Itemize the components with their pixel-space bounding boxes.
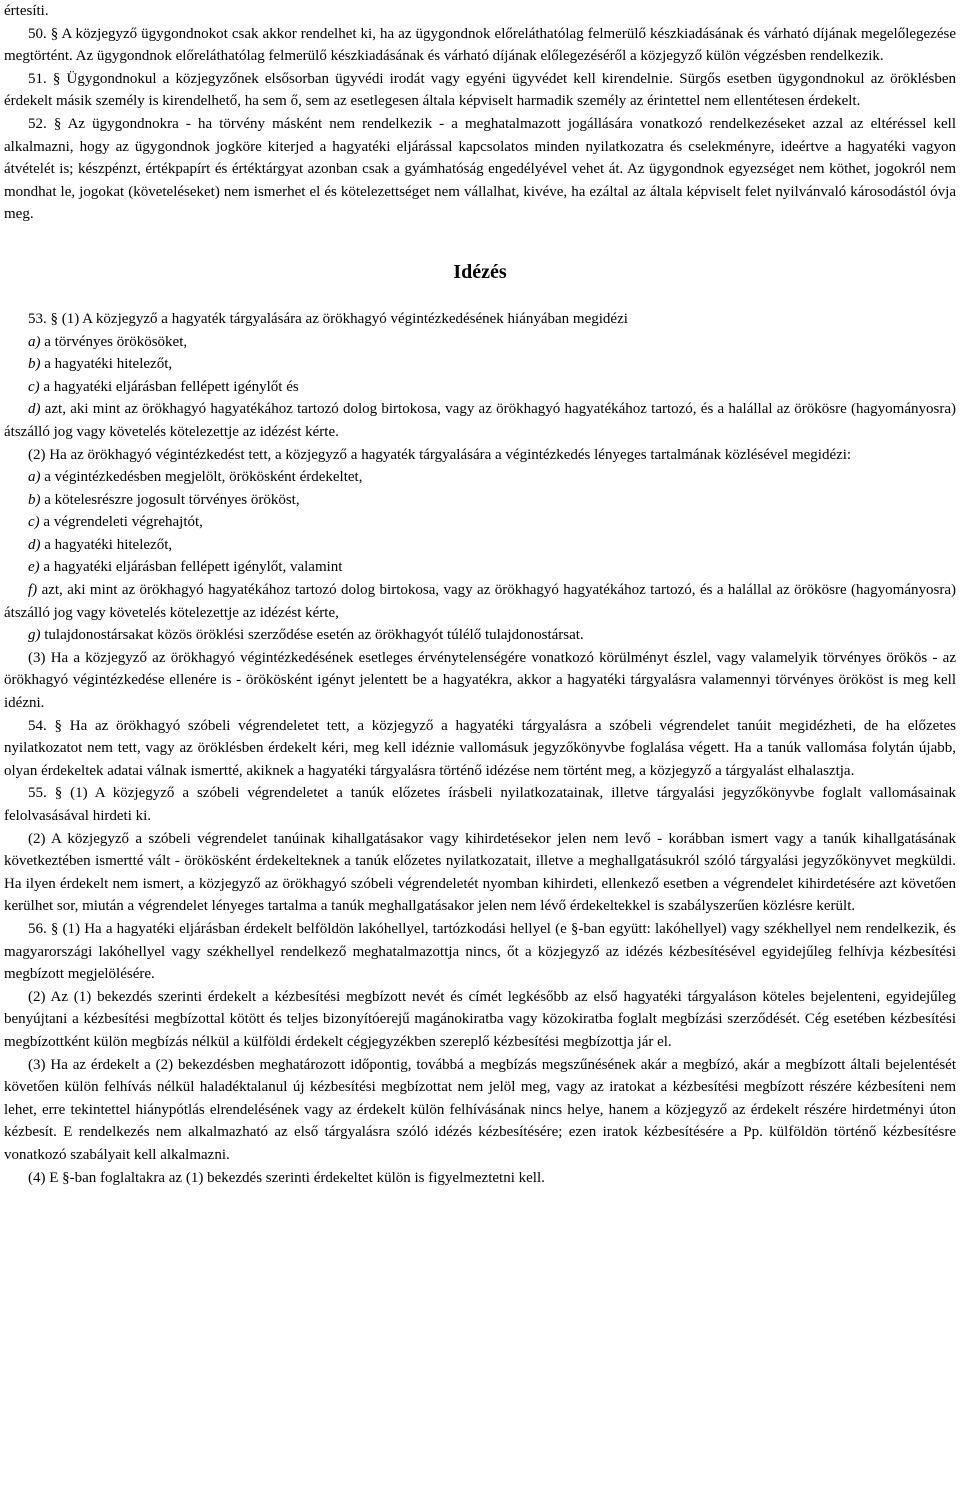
section-50 bbox=[4, 23, 956, 68]
item-letter: a) bbox=[28, 469, 41, 486]
section-56-p2 bbox=[4, 986, 956, 1054]
item-text: azt, aki mint az örökhagyó hagyatékához tartozó dolog birtokosa, vagy az örökhagyó hagyatékához tartozó, és a halállal az örökösre (hagyományosra) átszálló jog vagy követelés kötelezettje az idézést kérte. bbox=[4, 401, 956, 440]
list-item bbox=[4, 466, 956, 489]
section-text: § Ügygondnokul a közjegyzőnek elsősorban ügyvédi irodát vagy egyéni ügyvédet kell kirendelnie. Sürgős esetben ügygondnokul az öröklésben érdekelt másik személy is kirendelhető, ha sem ő, sem az esetlegesen általa képviselt harmadik személy az érintettel nem ellentétesen érdekelt. bbox=[4, 70, 956, 110]
item-text: tulajdonostársakat közös öröklési szerződése esetén az örökhagyót túlélő tulajdonostársat. bbox=[40, 627, 584, 644]
section-text: § (1) A közjegyző a szóbeli végrendeletet a tanúk előzetes írásbeli nyilatkozatainak, illetve tárgyalási jegyzőkönyvbe foglalt vallomásainak felolvasásával hirdeti ki. bbox=[4, 785, 957, 824]
list-item bbox=[4, 579, 956, 624]
heading-idezes: Idézés bbox=[453, 260, 507, 283]
section-56-p1 bbox=[4, 918, 956, 986]
item-letter: c) bbox=[28, 514, 40, 531]
item-letter: b) bbox=[28, 491, 41, 508]
section-53-p1 bbox=[4, 308, 956, 331]
item-letter: c) bbox=[28, 378, 40, 395]
section-text: § A közjegyző ügygondnokot csak akkor rendelhet ki, ha az ügygondnok előreláthatólag felmerülő készkiadásának és várható díjának megelőlegezése megtörtént. Az ügygondnok előreláthatólag felmerülő készkiadásának és várható díjának előlegezéséről a közjegyző külön végzésben rendelkezik. bbox=[4, 25, 956, 65]
item-text: a végintézkedésben megjelölt, örökösként érdekeltet, bbox=[40, 469, 363, 486]
item-letter: d) bbox=[28, 536, 41, 553]
list-item bbox=[4, 624, 956, 647]
section-text: (4) E §-ban foglaltakra az (1) bekezdés szerinti érdekeltet külön is figyelmeztetni kell. bbox=[28, 1169, 545, 1186]
list-item bbox=[4, 511, 956, 534]
section-number: 56. bbox=[28, 920, 47, 937]
section-number: 55. bbox=[28, 785, 47, 802]
section-text: (2) Az (1) bekezdés szerinti érdekelt a kézbesítési megbízott nevét és címét legkésőbb az első hagyatéki tárgyaláson köteles bejelenteni, egyidejűleg benyújtani a kézbesítési megbízottal kötött és teljes bizonyítóerejű magánokiratba vagy közokiratba foglalt megbízási szerződését. Cég esetében kézbesítési megbízottként külön megbízás nélkül a külföldi érdekelt cégjegyzékben szereplő kézbesítési megbízottja jár el. bbox=[4, 988, 956, 1050]
item-text: a hagyatéki hitelezőt, bbox=[40, 356, 173, 373]
item-letter: b) bbox=[28, 356, 41, 373]
item-text: a hagyatéki eljárásban fellépett igénylőt és bbox=[39, 378, 299, 395]
item-text: a hagyatéki hitelezőt, bbox=[40, 536, 173, 553]
section-55-p1 bbox=[4, 782, 956, 827]
section-55-p2 bbox=[4, 828, 956, 918]
list-item bbox=[4, 534, 956, 557]
section-53-p2 bbox=[4, 444, 956, 467]
section-56-p4 bbox=[4, 1167, 956, 1190]
section-text: (2) A közjegyző a szóbeli végrendelet tanúinak kihallgatásakor vagy kihirdetésekor jelen nem levő - korábban ismert vagy a tanúk kihallgatásának következtében ismertté vált - örökösként érdekelteknek a tanúk előzetes nyilatkozatait, illetve a meghallgatásukról szóló tárgyalási jegyzőkönyvet megküldi. Ha ilyen érdekelt nem ismert, a közjegyző az örökhagyó szóbeli végrendeletét nyomban kihirdeti, ellenkező esetben a végrendelet kihirdetésére azt követően kerülhet sor, miután a végrendelet lényeges tartalma a tanúk meghallgatásakor jelen nem lévő érdekeltekkel is szabályszerűen közlésre került. bbox=[4, 830, 956, 915]
section-text: (3) Ha a közjegyző az örökhagyó végintézkedésének esetleges érvénytelenségére vonatkozó körülményt észlel, vagy valamelyik törvényes örökös - az örökhagyó végintézkedése ellenére is - örökösként igényt jelentett be a hagyatékra, akkor a hagyatéki tárgyalásra valamennyi törvényes örököst is meg kell idézni. bbox=[4, 649, 956, 712]
section-text: § Az ügygondnokra - ha törvény másként nem rendelkezik - a meghatalmazott jogállására vonatkozó rendelkezéseket azzal az eltéréssel kell alkalmazni, hogy az ügygondnok jogköre kiterjed a hagyatéki eljárással kapcsolatos minden nyilatkozatra és cselekményre, ideértve a hagyatéki vagyon átvételét is; készpénzt, értékpapírt és értéktárgyat azonban csak a gyámhatóság engedélyével vehet át. Az ügygondnok egyezséget nem köthet, jogokról nem mondhat le, jogokat (követeléseket) nem ismerhet el és kötelezettséget nem vállalhat, kivéve, ha ezáltal az általa képviselt felet nyilvánvaló károsodástól óvja meg. bbox=[4, 115, 957, 223]
list-item bbox=[4, 331, 956, 354]
section-51 bbox=[4, 68, 956, 113]
list-item bbox=[4, 489, 956, 512]
section-54 bbox=[4, 715, 956, 783]
section-56-p3 bbox=[4, 1054, 956, 1167]
item-text: a hagyatéki eljárásban fellépett igénylőt, valamint bbox=[39, 559, 343, 576]
item-letter: d) bbox=[28, 401, 41, 418]
section-number: 52. bbox=[28, 115, 47, 132]
item-text: a kötelesrészre jogosult törvényes örököst, bbox=[40, 491, 300, 508]
item-letter: e) bbox=[28, 559, 40, 576]
section-text: (3) Ha az érdekelt a (2) bekezdésben meghatározott időpontig, továbbá a megbízás megszűnésének akár a megbízó, akár a megbízott általi bejelentését követően külön felhívás nélkül haladéktalanul új kézbesítési megbízottat nem jelöl meg, vagy az iratokat a kézbesítési megbízott részére kézbesíteni nem lehet, erre tekintettel hiánypótlás elrendelésének vagy az érdekelt külön felhívásának nincs helye, hanem a közjegyző az érdekelt részére hirdetményi úton kézbesít. E rendelkezés nem alkalmazható az első tárgyalásra szóló idézés kézbesítésére; ezen iratok kézbesítésére a Pp. külföldön történő kézbesítésre vonatkozó szabályait kell alkalmazni. bbox=[4, 1056, 956, 1163]
list-item bbox=[4, 398, 956, 443]
section-52 bbox=[4, 113, 956, 226]
section-53-p3 bbox=[4, 647, 956, 715]
section-text: § (1) A közjegyző a hagyaték tárgyalására az örökhagyó végintézkedésének hiányában megidézi bbox=[50, 310, 628, 327]
section-text: § (1) Ha a hagyatéki eljárásban érdekelt belföldön lakóhellyel, tartózkodási hellyel (e §-ban együtt: lakóhellyel) vagy székhellyel nem rendelkezik, és magyarországi lakóhellyel vagy székhellyel rendelkező meghatalmazottja nincs, őt a közjegyző az idézés kézbesítésével egyidejűleg felhívja kézbesítési megbízott megjelölésére. bbox=[4, 920, 957, 983]
section-number: 54. bbox=[28, 717, 47, 734]
item-letter: a) bbox=[28, 333, 41, 350]
fragment-text: értesíti. bbox=[4, 3, 49, 19]
section-text: § Ha az örökhagyó szóbeli végrendeletet tett, a közjegyző a hagyatéki tárgyalásra a szóbeli végrendelet tanúit megidézheti, de ha előzetes nyilatkozatot nem tett, vagy az öröklésben érdekelt kéri, meg kell idéznie vallomásuk jegyzőkönyvbe foglalása végett. Ha a tanúk vallomása folytán újabb, olyan érdekeltek adatai válnak ismertté, akiknek a hagyatéki tárgyalásra történő idézése nem történt meg, a közjegyző a tárgyalást elhalasztja. bbox=[4, 717, 956, 779]
section-number: 53. bbox=[28, 310, 47, 327]
item-letter: f) bbox=[28, 582, 38, 599]
item-letter: g) bbox=[28, 627, 41, 644]
section-number: 50. bbox=[28, 25, 47, 42]
section-number: 51. bbox=[28, 70, 47, 87]
fragment-top bbox=[4, 0, 956, 23]
list-item bbox=[4, 353, 956, 376]
item-text: a végrendeleti végrehajtót, bbox=[39, 514, 203, 531]
list-item bbox=[4, 556, 956, 579]
list-item bbox=[4, 376, 956, 399]
section-text: (2) Ha az örökhagyó végintézkedést tett, a közjegyző a hagyaték tárgyalására a végintézkedés lényeges tartalmának közlésével megidézi: bbox=[28, 446, 852, 463]
item-text: azt, aki mint az örökhagyó hagyatékához tartozó dolog birtokosa, vagy az örökhagyó hagyatékához tartozó, és a halállal az örökösre (hagyományosra) átszálló jog vagy követelés kötelezettje az idézést kérte, bbox=[4, 582, 956, 621]
item-text: a törvényes örökösöket, bbox=[40, 333, 188, 350]
